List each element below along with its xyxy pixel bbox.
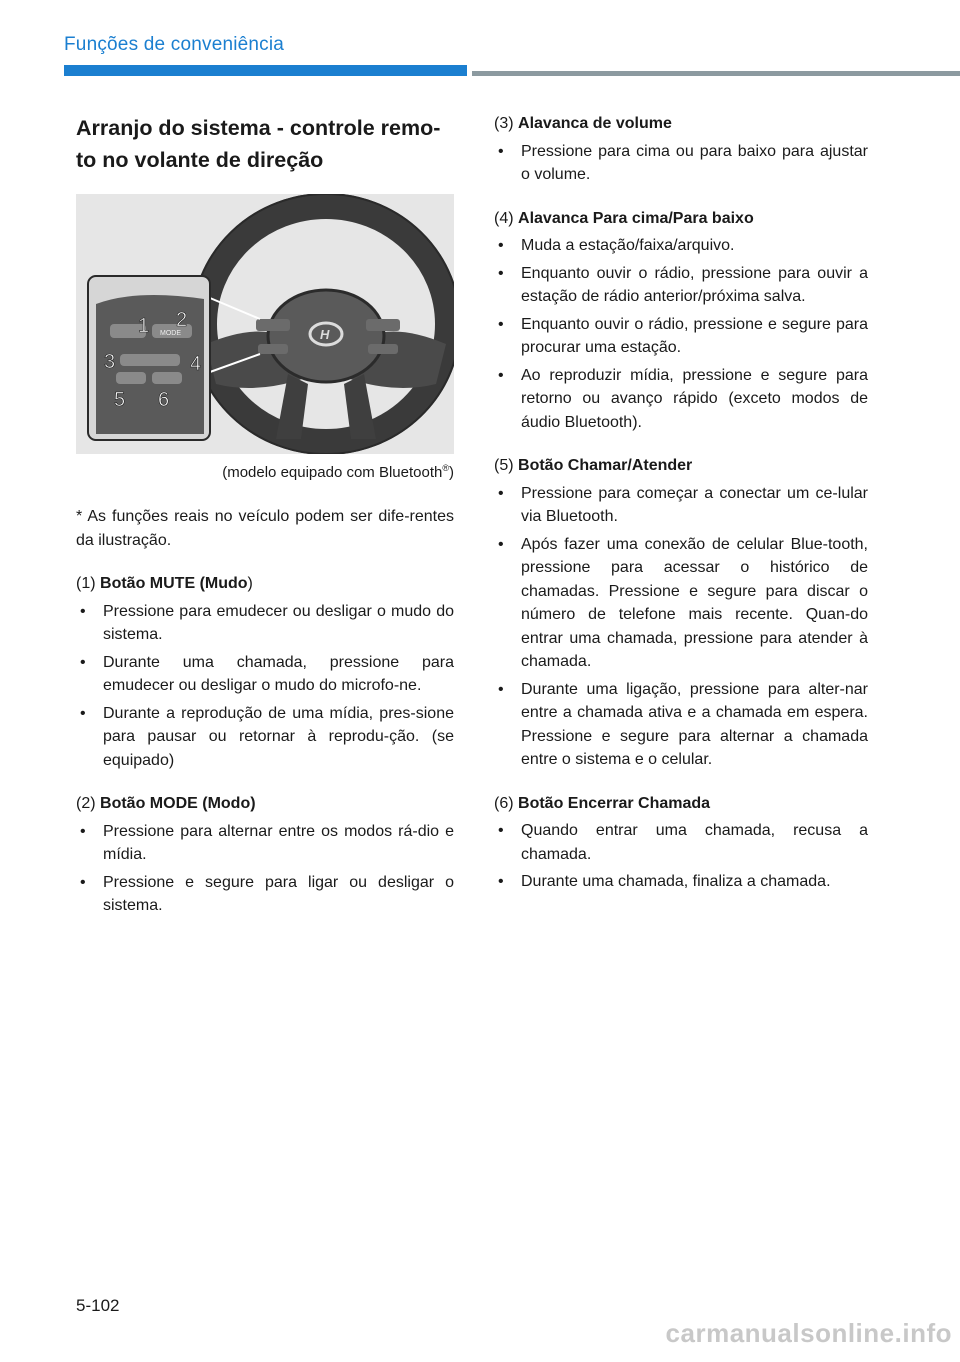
watermark: carmanualsonline.info <box>665 1318 952 1348</box>
page-header-title: Funções de conveniência <box>64 34 285 55</box>
list-item: • Pressione para emudecer ou desligar o mudo do sistema. <box>76 600 454 647</box>
list-item: • Quando entrar uma chamada, recusa a chamada. <box>494 819 868 866</box>
list-item: • Pressione para começar a conectar um ce-lular via Bluetooth. <box>494 482 868 529</box>
list-item: • Pressione para cima ou para baixo para ajustar o volume. <box>494 140 868 187</box>
callout-4: 4 <box>190 353 202 375</box>
list-item: • Durante a reprodução de uma mídia, pres-sione para pausar ou retornar à reprodu-ção. (se equipado) <box>76 702 454 773</box>
mode-label: MODE <box>160 330 181 337</box>
item-mute-button: (1) Botão MUTE (Mudo) • Pressione para emudecer ou desligar o mudo do sistema. • Durante uma chamada, pressione para emudecer ou desligar o mudo do microfo-ne. • Durante a reprodução de uma mídia, pres-sione para pausar ou retornar à reprodu-ção. (se equipado) <box>76 572 454 772</box>
svg-text:H: H <box>320 327 330 342</box>
list-item: • Durante uma chamada, pressione para emudecer ou desligar o mudo do microfo-ne. <box>76 651 454 698</box>
disclaimer-note: * As funções reais no veículo podem ser dife-rentes da ilustração. <box>76 508 454 549</box>
page-number: 5-102 <box>76 1296 120 1315</box>
callout-3: 3 <box>104 351 116 373</box>
heading-line-2: to no volante de direção <box>76 148 324 172</box>
list-item: • Pressione para alternar entre os modos rá-dio e mídia. <box>76 820 454 867</box>
list-item: • Pressione e segure para ligar ou desligar o sistema. <box>76 871 454 918</box>
list-item: • Muda a estação/faixa/arquivo. <box>494 234 868 258</box>
callout-6: 6 <box>158 389 170 411</box>
right-column <box>494 112 868 898</box>
list-item: • Durante uma chamada, finaliza a chamada. <box>494 870 868 894</box>
item-mode-button: (2) Botão MODE (Modo) • Pressione para alternar entre os modos rá-dio e mídia. • Pressione e segure para ligar ou desligar o sistema. <box>76 792 454 918</box>
section-heading <box>76 112 454 176</box>
list-item: • Após fazer uma conexão de celular Blue-tooth, pressione para acessar o histórico de chamadas. Pressione e segure para discar o número de telefone mais recente. Quan-do entrar uma chamada, pressione para atender à chamada. <box>494 533 868 674</box>
item-seek-lever: (4) Alavanca Para cima/Para baixo • Muda a estação/faixa/arquivo. • Enquanto ouvir o rádio, pressione para ouvir a estação de rádio anterior/próxima salva. • Enquanto ouvir o rádio, pressione e segure para procurar uma estação. • Ao reproduzir mídia, pressione e segure para retorno ou avanço rápido (exceto modos de áudio Bluetooth). <box>494 207 868 435</box>
list-item: • Enquanto ouvir o rádio, pressione e segure para procurar uma estação. <box>494 313 868 360</box>
callout-2: 2 <box>176 309 188 331</box>
heading-line-1: Arranjo do sistema - controle remo- <box>76 116 441 140</box>
steering-wheel-illustration <box>76 194 454 454</box>
item-volume-lever: (3) Alavanca de volume • Pressione para cima ou para baixo para ajustar o volume. <box>494 112 868 187</box>
item-end-call-button: (6) Botão Encerrar Chamada • Quando entrar uma chamada, recusa a chamada. • Durante uma chamada, finaliza a chamada. <box>494 792 868 894</box>
steering-wheel-figure <box>76 194 454 454</box>
left-column <box>76 112 454 922</box>
list-item: • Enquanto ouvir o rádio, pressione para ouvir a estação de rádio anterior/próxima salva. <box>494 262 868 309</box>
callout-5: 5 <box>114 389 126 411</box>
header-rule-blue <box>64 65 467 76</box>
callout-1: 1 <box>138 315 150 337</box>
list-item: • Durante uma ligação, pressione para alter-nar entre a chamada ativa e a chamada em espera. Pressione e segure para alternar a chamada entre o sistema e o celular. <box>494 678 868 772</box>
figure-caption: (modelo equipado com Bluetooth®) <box>222 463 454 481</box>
list-item: • Ao reproduzir mídia, pressione e segure para retorno ou avanço rápido (exceto modos de áudio Bluetooth). <box>494 364 868 435</box>
header-rule-gray <box>472 71 960 76</box>
item-call-answer-button: (5) Botão Chamar/Atender • Pressione para começar a conectar um ce-lular via Bluetooth. • Após fazer uma conexão de celular Blue-tooth, pressione para acessar o histórico de chamadas. Pressione e segure para discar o número de telefone mais recente. Quan-do entrar uma chamada, pressione para atender à chamada. • Durante uma ligação, pressione para alter-nar entre a chamada ativa e a chamada em espera. Pressione e segure para alternar a chamada entre o sistema e o celular. <box>494 454 868 772</box>
